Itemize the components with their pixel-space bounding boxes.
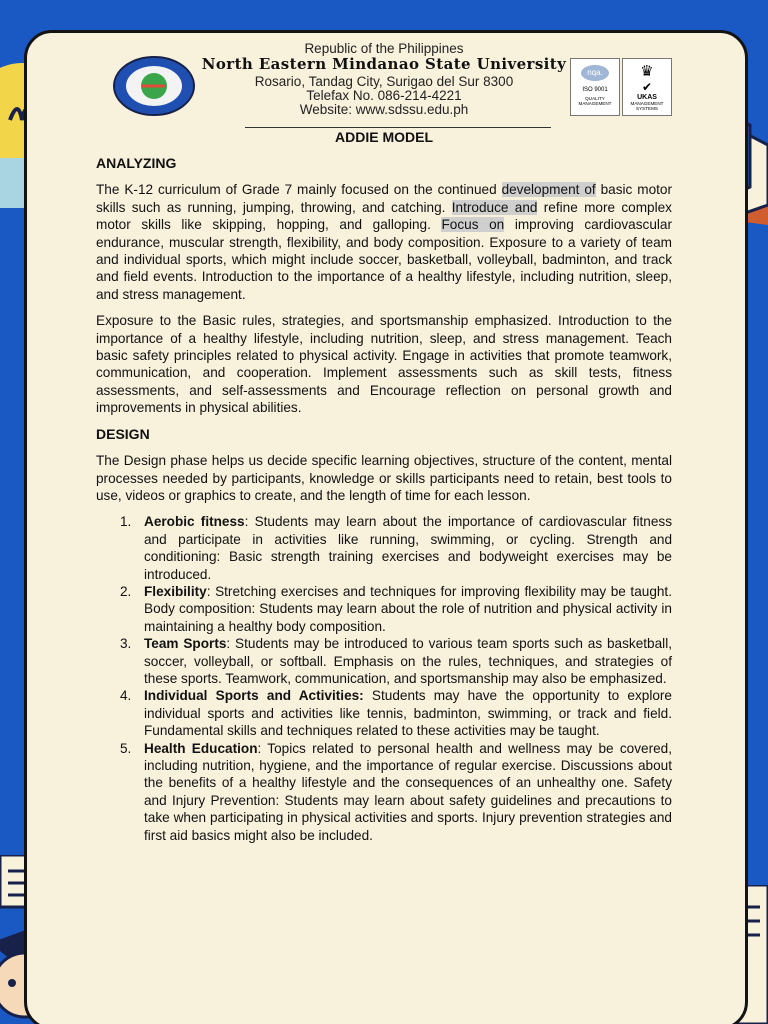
website-line: Website: www.sdssu.edu.ph — [299, 102, 469, 117]
design-paragraph: The Design phase helps us decide specific learning objectives, structure of the content, mental processes needed by participants, knowledge or skills participants need to retain, best tools to use, videos or graphics to create, and the length of time for each lesson. — [96, 453, 672, 503]
document-body — [96, 155, 672, 844]
header-divider — [245, 127, 551, 128]
iso-certification-badge: nqa. ISO 9001 QUALITY MANAGEMENT — [570, 58, 620, 116]
highlighted-text: Introduce and — [451, 199, 538, 215]
list-item: 3. Team Sports: Students may be introduced to various team sports such as basketball, soccer, volleyball, or softball. Emphasis on the rules, techniques, and strategies of these sports. Teamwork, communication, and sportsmanship may also be emphasized. — [120, 636, 672, 686]
telefax-line: Telefax No. 086-214-4221 — [306, 88, 462, 103]
analyzing-paragraph-2: Exposure to the Basic rules, strategies, and sportsmanship emphasized. Introduction to the importance of a healthy lifestyle, including nutrition, sleep, and stress management. Teach basic safety principles related to physical activity. Engage in activities that promote teamwork, communication, and cooperation. Implement assessments such as skill tests, fitness assessments, and self-assessments and Encourage reflection on personal growth and improvements in physical abilities. — [96, 313, 672, 416]
document-title: ADDIE MODEL — [335, 129, 433, 145]
ukas-certification-badge: ♛ ✔ UKAS MANAGEMENT SYSTEMS — [622, 58, 672, 116]
list-item: 5. Health Education: Topics related to personal health and wellness may be covered, including nutrition, hygiene, and the importance of regular exercise. Discussions about the benefits of a healthy lifestyle and the consequences of an unhealthy one. Safety and Injury Prevention: Students may learn about safety guidelines and precautions to take when participating in physical activities and sports. Injury prevention strategies and first aid basics might also be included. — [120, 740, 672, 843]
highlighted-text: development of — [501, 182, 596, 198]
design-heading: DESIGN — [96, 425, 150, 442]
analyzing-heading: ANALYZING — [96, 155, 177, 171]
list-item: 4. Individual Sports and Activities: Students may have the opportunity to explore individual sports and activities like tennis, badminton, swimming, or track and field. Fundamental skills and techniques related to these activities may be taught. — [120, 688, 672, 739]
university-name: North Eastern Mindanao State University — [201, 55, 567, 73]
address-line: Rosario, Tandag City, Surigao del Sur 8300 — [254, 74, 514, 89]
list-item: 2. Flexibility: Stretching exercises and techniques for improving flexibility may be taught. Body composition: Students may learn about the role of nutrition and physical activity in maintaining a healthy body composition. — [120, 583, 672, 634]
highlighted-text: Focus on — [441, 217, 505, 233]
list-item: 1. Aerobic fitness: Students may learn about the importance of cardiovascular fitness and participate in activities like running, swimming, or cycling. Strength and conditioning: Basic strength training exercises and bodyweight exercises may be introduced. — [120, 514, 672, 582]
republic-line: Republic of the Philippines — [304, 41, 464, 56]
design-topics-list — [120, 513, 672, 844]
analyzing-paragraph-1: The K-12 curriculum of Grade 7 mainly focused on the continued development of basic motor skills such as running, jumping, throwing, and catching. Introduce and refine more complex motor skills like skipping, hopping, and galloping. Focus on improving cardiovascular endurance, muscular strength, flexibility, and body composition. Exposure to a variety of team and individual sports, which might include soccer, basketball, volleyball, badminton, and track and field events. Introduction to the importance of a healthy lifestyle, including nutrition, sleep, and stress management. — [96, 182, 673, 302]
